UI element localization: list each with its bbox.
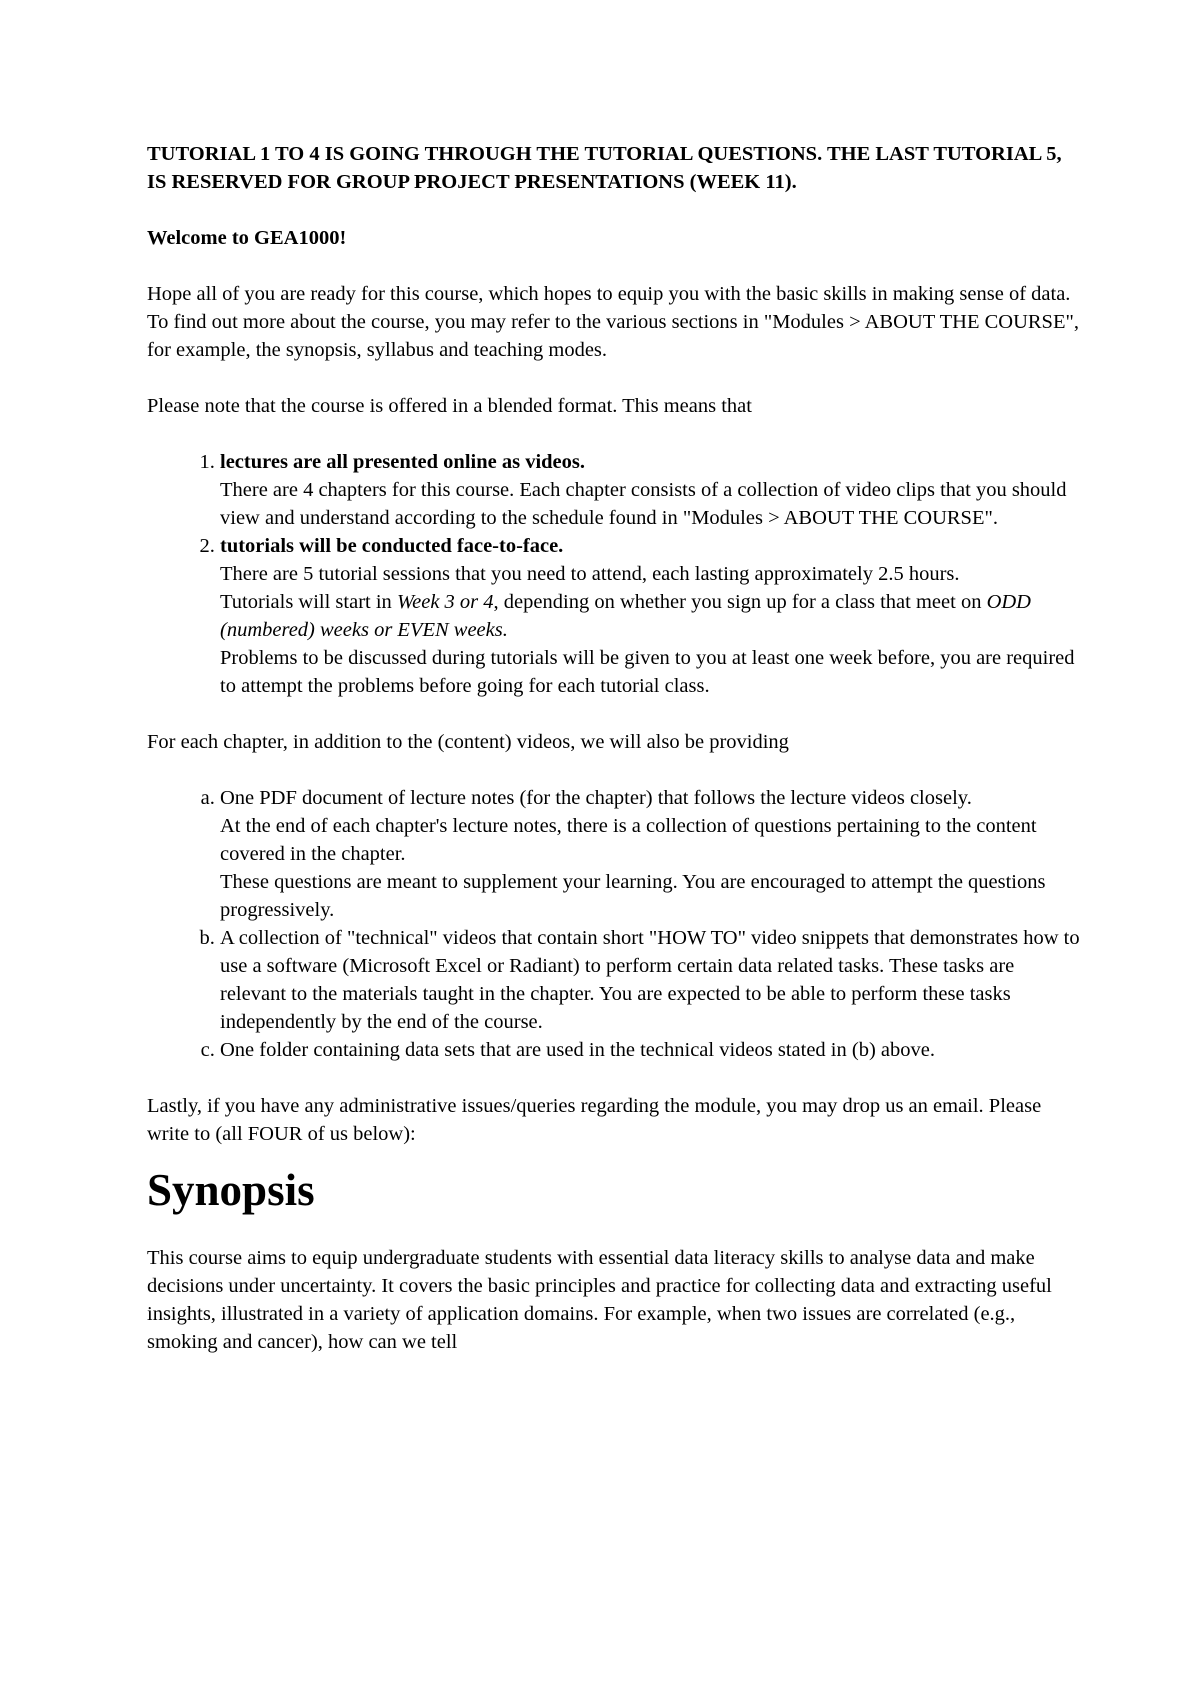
list-item-pdf-notes xyxy=(220,784,1082,924)
tutorials-line-2-text-a: Tutorials will start in xyxy=(220,591,397,613)
intro-line-1: Hope all of you are ready for this course, which hopes to equip you with the basic skills in making sense of data. xyxy=(147,283,1071,305)
list-item-technical-videos xyxy=(220,924,1082,1036)
welcome-heading: Welcome to GEA1000! xyxy=(147,227,347,249)
chapter-note: For each chapter, in addition to the (content) videos, we will also be providing xyxy=(147,731,789,753)
tutorials-odd-even-emphasis: ODD (numbered) weeks or EVEN weeks. xyxy=(220,591,1031,641)
lectures-body: There are 4 chapters for this course. Each chapter consists of a collection of video clips that you should view and understand according to the schedule found in "Modules > ABOUT THE COURSE". xyxy=(220,479,1067,529)
lectures-heading: 1. lectures are all presented online as videos. xyxy=(220,451,585,473)
closing-paragraph: Lastly, if you have any administrative issues/queries regarding the module, you may drop us an email. Please write to (all FOUR of us below): xyxy=(147,1095,1042,1145)
tutorials-line-2-text-c: , depending on whether you sign up for a class that meet on xyxy=(493,591,987,613)
pdf-notes-line-1: a. One PDF document of lecture notes (for the chapter) that follows the lecture videos closely. xyxy=(220,787,972,809)
pdf-notes-line-3: These questions are meant to supplement your learning. You are encouraged to attempt the questions progressively. xyxy=(220,871,1046,921)
document-page xyxy=(147,140,1082,1356)
blended-format-note: Please note that the course is offered in a blended format. This means that xyxy=(147,395,752,417)
format-list xyxy=(147,448,1082,700)
list-item-data-folder xyxy=(220,1036,1082,1064)
tutorial-notice: TUTORIAL 1 TO 4 IS GOING THROUGH THE TUTORIAL QUESTIONS. THE LAST TUTORIAL 5, IS RESERVED FOR GROUP PROJECT PRESENTATIONS (WEEK 11). xyxy=(147,143,1062,193)
technical-videos-text: b. A collection of "technical" videos that contain short "HOW TO" video snippets that demonstrates how to use a software (Microsoft Excel or Radiant) to perform certain data related tasks. These tasks are relevant to the materials taught in the chapter. You are expected to be able to perform these tasks independently by the end of the course. xyxy=(220,927,1080,1033)
tutorials-heading: 2. tutorials will be conducted face-to-face. xyxy=(220,535,564,557)
pdf-notes-line-2: At the end of each chapter's lecture notes, there is a collection of questions pertaining to the content covered in the chapter. xyxy=(220,815,1037,865)
list-item-lectures xyxy=(220,448,1082,532)
tutorials-line-1: There are 5 tutorial sessions that you need to attend, each lasting approximately 2.5 hours. xyxy=(220,563,960,585)
synopsis-body: This course aims to equip undergraduate students with essential data literacy skills to analyse data and make decisions under uncertainty. It covers the basic principles and practice for collecting data and extracting useful insights, illustrated in a variety of application domains. For example, when two issues are correlated (e.g., smoking and cancer), how can we tell xyxy=(147,1247,1052,1353)
intro-paragraph xyxy=(147,280,1082,364)
tutorials-line-3: Problems to be discussed during tutorials will be given to you at least one week before, you are required to attempt the problems before going for each tutorial class. xyxy=(220,647,1075,697)
resources-list xyxy=(147,784,1082,1064)
tutorials-line-2 xyxy=(220,588,1082,644)
tutorials-week-emphasis: Week 3 or 4 xyxy=(396,591,494,613)
synopsis-heading: Synopsis xyxy=(147,1165,315,1215)
list-item-tutorials xyxy=(220,532,1082,700)
data-folder-text: c. One folder containing data sets that are used in the technical videos stated in (b) above. xyxy=(220,1039,935,1061)
intro-line-2: To find out more about the course, you may refer to the various sections in "Modules > ABOUT THE COURSE", for example, the synopsis, syllabus and teaching modes. xyxy=(147,311,1079,361)
